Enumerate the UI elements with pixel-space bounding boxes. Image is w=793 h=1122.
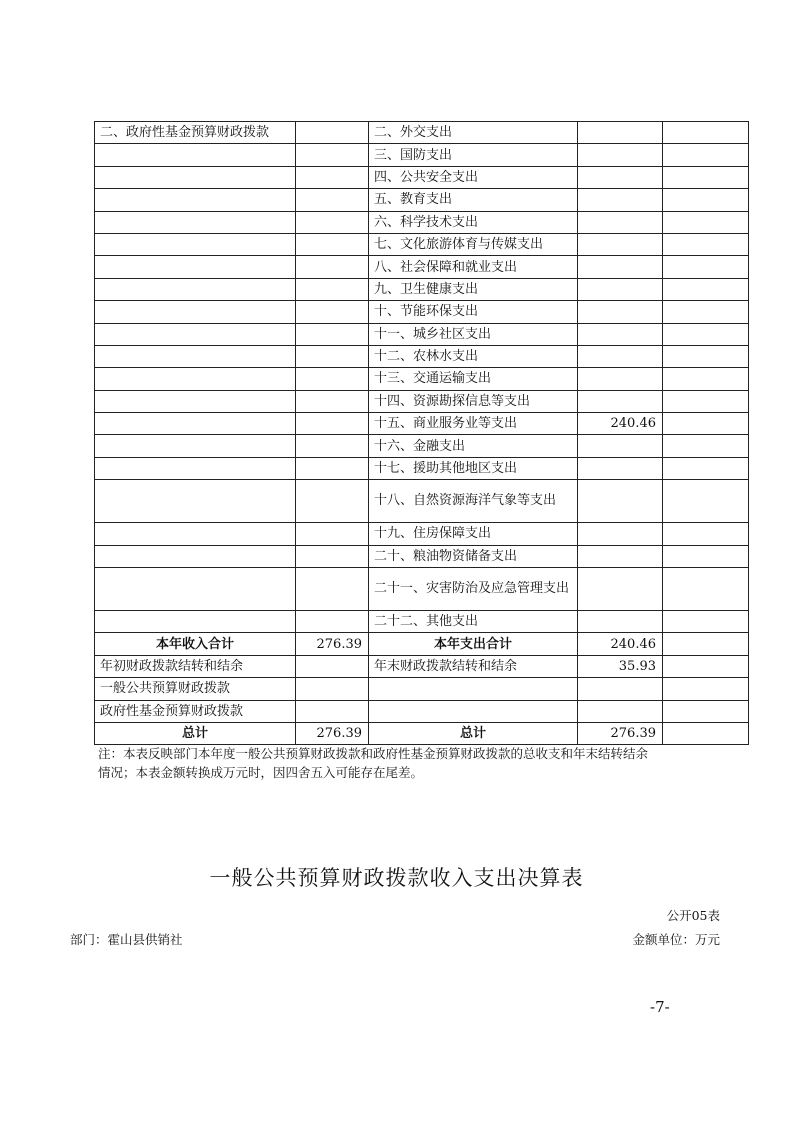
table-row	[95, 435, 749, 457]
table-row	[95, 144, 749, 166]
cell-5	[663, 435, 749, 457]
table-row	[95, 345, 749, 367]
cell-4	[578, 144, 663, 166]
cell-1	[95, 345, 296, 367]
summary-row	[95, 633, 749, 655]
table-row	[95, 278, 749, 300]
cell-4	[578, 166, 663, 188]
cell-2	[296, 368, 369, 390]
cell-4	[578, 457, 663, 479]
empty-cell	[663, 722, 749, 744]
table-row	[95, 189, 749, 211]
cell-4	[578, 301, 663, 323]
expense-total-label: 本年支出合计	[369, 633, 578, 655]
table-row	[95, 122, 749, 144]
cell-5	[663, 301, 749, 323]
department-label: 部门：霍山县供销社	[70, 932, 183, 947]
cell-5	[663, 256, 749, 278]
cell-2	[296, 568, 369, 611]
cell-1	[95, 323, 296, 345]
cell-3: 十六、金融支出	[369, 435, 578, 457]
cell-1	[95, 256, 296, 278]
cell-4: 240.46	[578, 413, 663, 435]
cell-2	[296, 611, 369, 633]
cell-2	[296, 457, 369, 479]
cell-1: 二、政府性基金预算财政拨款	[95, 122, 296, 144]
cell-4	[578, 390, 663, 412]
gov-fund-label: 政府性基金预算财政拨款	[95, 700, 296, 722]
cell-2	[296, 211, 369, 233]
table-row	[95, 611, 749, 633]
cell-3: 四、公共安全支出	[369, 166, 578, 188]
cell-5	[663, 211, 749, 233]
cell-1	[95, 457, 296, 479]
empty-cell	[663, 633, 749, 655]
cell-3: 十一、城乡社区支出	[369, 323, 578, 345]
table-code: 公开05表	[666, 908, 720, 923]
cell-4	[578, 435, 663, 457]
cell-4	[578, 523, 663, 545]
cell-3: 三、国防支出	[369, 144, 578, 166]
cell-2	[296, 413, 369, 435]
note-line-2: 情况；本表金额转换成万元时，因四舍五入可能存在尾差。	[98, 765, 424, 780]
carry-end-label: 年末财政拨款结转和结余	[369, 655, 578, 677]
cell-1	[95, 278, 296, 300]
cell-5	[663, 368, 749, 390]
general-budget-label: 一般公共预算财政拨款	[95, 678, 296, 700]
amount-unit-label: 金额单位：万元	[632, 932, 720, 947]
cell-3: 二十一、灾害防治及应急管理支出	[369, 568, 578, 611]
cell-5	[663, 611, 749, 633]
table-row	[95, 545, 749, 567]
cell-3: 二十、粮油物资储备支出	[369, 545, 578, 567]
cell-5	[663, 144, 749, 166]
empty-cell	[663, 700, 749, 722]
expense-total-value: 240.46	[578, 633, 663, 655]
cell-2	[296, 435, 369, 457]
grand-total-value-right: 276.39	[578, 722, 663, 744]
empty-cell	[296, 700, 369, 722]
grand-total-label-left: 总计	[95, 722, 296, 744]
cell-4	[578, 278, 663, 300]
cell-2	[296, 301, 369, 323]
table-row	[95, 568, 749, 611]
cell-4	[578, 480, 663, 523]
cell-4	[578, 122, 663, 144]
cell-2	[296, 144, 369, 166]
next-table-title: 一般公共预算财政拨款收入支出决算表	[209, 866, 584, 890]
table-row	[95, 301, 749, 323]
cell-1	[95, 166, 296, 188]
empty-cell	[578, 678, 663, 700]
cell-3: 十八、自然资源海洋气象等支出	[369, 480, 578, 523]
cell-4	[578, 256, 663, 278]
page-number: -7-	[650, 998, 670, 1016]
cell-4	[578, 611, 663, 633]
cell-2	[296, 390, 369, 412]
empty-cell	[369, 678, 578, 700]
cell-5	[663, 233, 749, 255]
cell-1	[95, 368, 296, 390]
table-row	[95, 480, 749, 523]
cell-3: 十七、援助其他地区支出	[369, 457, 578, 479]
cell-1	[95, 568, 296, 611]
cell-2	[296, 345, 369, 367]
cell-4	[578, 233, 663, 255]
cell-2	[296, 189, 369, 211]
cell-5	[663, 323, 749, 345]
carry-begin-label: 年初财政拨款结转和结余	[95, 655, 296, 677]
table-note	[98, 744, 738, 782]
cell-2	[296, 480, 369, 523]
cell-4	[578, 368, 663, 390]
table-row	[95, 211, 749, 233]
empty-cell	[663, 678, 749, 700]
cell-2	[296, 323, 369, 345]
cell-1	[95, 523, 296, 545]
cell-5	[663, 523, 749, 545]
cell-1	[95, 301, 296, 323]
note-line-1: 注：本表反映部门本年度一般公共预算财政拨款和政府性基金预算财政拨款的总收支和年末结转结余	[98, 746, 649, 761]
cell-3: 十四、资源勘探信息等支出	[369, 390, 578, 412]
cell-5	[663, 189, 749, 211]
cell-5	[663, 345, 749, 367]
summary-row	[95, 678, 749, 700]
cell-3: 二、外交支出	[369, 122, 578, 144]
cell-1	[95, 435, 296, 457]
cell-3: 十五、商业服务业等支出	[369, 413, 578, 435]
cell-5	[663, 457, 749, 479]
cell-4	[578, 323, 663, 345]
cell-5	[663, 166, 749, 188]
grand-total-value-left: 276.39	[296, 722, 369, 744]
summary-row	[95, 655, 749, 677]
cell-1	[95, 144, 296, 166]
cell-4	[578, 211, 663, 233]
cell-2	[296, 278, 369, 300]
cell-5	[663, 413, 749, 435]
cell-1	[95, 211, 296, 233]
cell-5	[663, 480, 749, 523]
cell-2	[296, 256, 369, 278]
cell-3: 十九、住房保障支出	[369, 523, 578, 545]
cell-4	[578, 568, 663, 611]
table-row	[95, 457, 749, 479]
empty-cell	[296, 655, 369, 677]
grand-total-label-right: 总计	[369, 722, 578, 744]
cell-1	[95, 189, 296, 211]
fiscal-appropriation-table	[94, 121, 749, 745]
cell-1	[95, 233, 296, 255]
empty-cell	[369, 700, 578, 722]
cell-2	[296, 122, 369, 144]
table-row	[95, 323, 749, 345]
cell-3: 十、节能环保支出	[369, 301, 578, 323]
cell-1	[95, 545, 296, 567]
cell-2	[296, 166, 369, 188]
summary-row	[95, 722, 749, 744]
cell-1	[95, 480, 296, 523]
cell-4	[578, 189, 663, 211]
cell-2	[296, 523, 369, 545]
table-row	[95, 390, 749, 412]
carry-end-value: 35.93	[578, 655, 663, 677]
cell-5	[663, 568, 749, 611]
table-row	[95, 233, 749, 255]
table-row	[95, 523, 749, 545]
cell-5	[663, 122, 749, 144]
summary-row	[95, 700, 749, 722]
income-total-label: 本年收入合计	[95, 633, 296, 655]
cell-4	[578, 345, 663, 367]
cell-3: 十三、交通运输支出	[369, 368, 578, 390]
cell-2	[296, 233, 369, 255]
cell-4	[578, 545, 663, 567]
table-row	[95, 413, 749, 435]
income-total-value: 276.39	[296, 633, 369, 655]
empty-cell	[663, 655, 749, 677]
cell-3: 八、社会保障和就业支出	[369, 256, 578, 278]
empty-cell	[578, 700, 663, 722]
cell-3: 六、科学技术支出	[369, 211, 578, 233]
cell-3: 五、教育支出	[369, 189, 578, 211]
cell-3: 七、文化旅游体育与传媒支出	[369, 233, 578, 255]
table-row	[95, 166, 749, 188]
cell-5	[663, 278, 749, 300]
cell-3: 二十二、其他支出	[369, 611, 578, 633]
cell-1	[95, 390, 296, 412]
cell-2	[296, 545, 369, 567]
cell-3: 九、卫生健康支出	[369, 278, 578, 300]
cell-5	[663, 390, 749, 412]
cell-3: 十二、农林水支出	[369, 345, 578, 367]
cell-1	[95, 413, 296, 435]
empty-cell	[296, 678, 369, 700]
cell-5	[663, 545, 749, 567]
cell-1	[95, 611, 296, 633]
table-row	[95, 368, 749, 390]
table-row	[95, 256, 749, 278]
